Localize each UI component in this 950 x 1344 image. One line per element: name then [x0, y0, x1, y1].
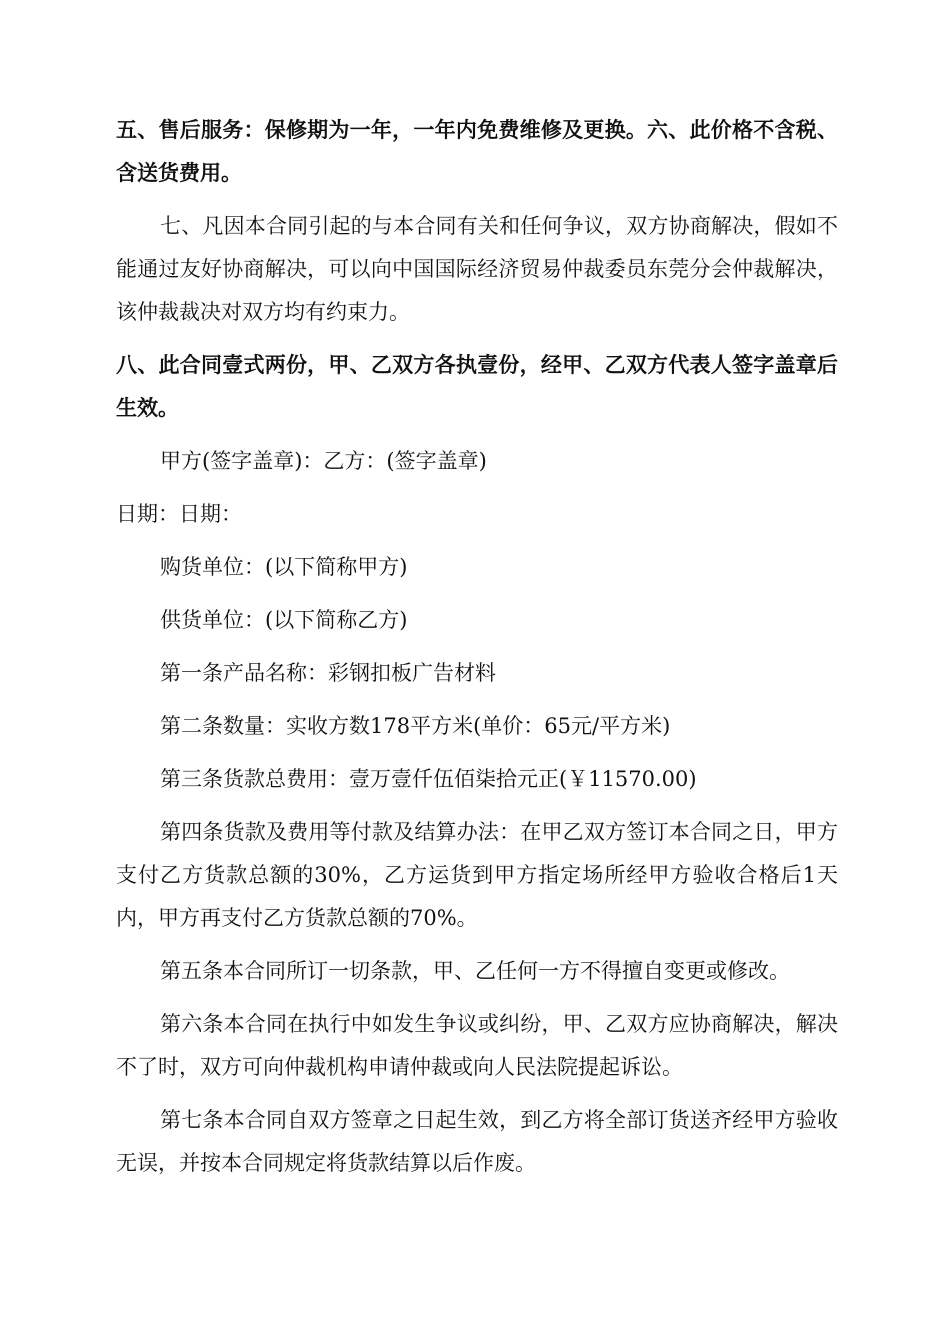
- supplier-unit: 供货单位：(以下简称乙方): [160, 608, 408, 632]
- signature-line: 甲方(签字盖章)：乙方：(签字盖章): [160, 449, 487, 473]
- date-line: 日期：日期：: [116, 502, 242, 526]
- clause-dispute-arbitration: 七、凡因本合同引起的与本合同有关和任何争议，双方协商解决，假如不能通过友好协商解决，可以向中国国际经济贸易仲裁委员东莞分会仲裁解决，该仲裁裁决对双方均有约束力。: [116, 214, 838, 324]
- clause-after-sales-service: 五、售后服务：保修期为一年，一年内免费维修及更换。六、此价格不含税、含送货费用。: [116, 118, 838, 185]
- document-page: [116, 109, 838, 1185]
- article-5-no-unilateral-change: 第五条本合同所订一切条款，甲、乙任何一方不得擅自变更或修改。: [160, 959, 790, 983]
- article-7-validity: 第七条本合同自双方签章之日起生效，到乙方将全部订货送齐经甲方验收无误，并按本合同规定将货款结算以后作废。: [116, 1108, 838, 1175]
- clause-copies-effective: 八、此合同壹式两份，甲、乙双方各执壹份，经甲、乙双方代表人签字盖章后生效。: [116, 353, 838, 420]
- buyer-unit: 购货单位：(以下简称甲方): [160, 555, 408, 579]
- article-1-product-name: 第一条产品名称：彩钢扣板广告材料: [160, 661, 496, 685]
- article-6-dispute-resolution: 第六条本合同在执行中如发生争议或纠纷，甲、乙双方应协商解决，解决不了时，双方可向仲裁机构申请仲裁或向人民法院提起诉讼。: [116, 1012, 838, 1079]
- article-4-payment-settlement: 第四条货款及费用等付款及结算办法：在甲乙双方签订本合同之日，甲方支付乙方货款总额的30%，乙方运货到甲方指定场所经甲方验收合格后1天内，甲方再支付乙方货款总额的70%。: [116, 820, 838, 930]
- article-3-total-cost: 第三条货款总费用：壹万壹仟伍佰柒拾元正(￥11570.00): [160, 767, 697, 791]
- article-2-quantity: 第二条数量：实收方数178平方米(单价：65元/平方米): [160, 714, 671, 738]
